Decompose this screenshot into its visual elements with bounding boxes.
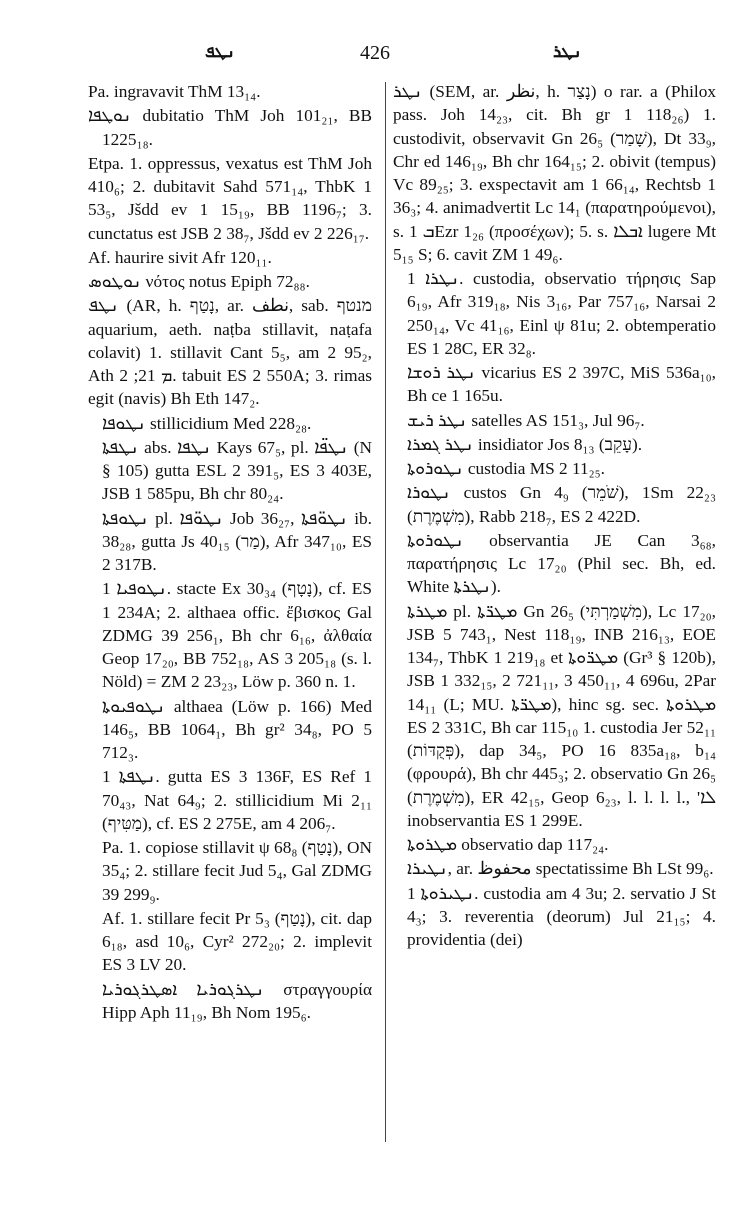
running-head-right: ܢܛܪ [553, 42, 582, 62]
dictionary-entry: ܢܛܝܪܘܬܐ 1. custodia am 4 3u; 2. servatio J St 4₃; 3. reverentia (deorum) Jul 21₁₅; 4. providentia (dei) [407, 883, 716, 949]
dictionary-entry: ܢܛܪ (SEM, ar. نظر, h. נָצַר) o rar. a (Philox pass. Joh 14₂₃, cit. Bh gr 1 118₂₆) 1. custodivit, observavit Gn 26₅ (שָׁמַר), Dt 33₉, Chr ed 146₁₉, Bh chr 164₁₅; 2. obivit (tempus) Vc 89₂₅; 3. exspectavit am 1 66₁₄, Rechtsb 1 36₃; 4. animadvertit Lc 14₁ (παρατηρούμενοι), s. ܒ 1Ezr 1₂₆ (προσέχων); 5. s. ܐܒܠܐ lugere Mt 5₁₅ S; 6. cavit ZM 1 49₆. [393, 82, 717, 264]
dictionary-entry: ܢܛܪ ܪܘܫܐ vicarius ES 2 397C, MiS 536a₁₀, Bh ce 1 165u. [407, 363, 716, 406]
dictionary-entry: Etpa. 1. oppressus, vexatus est ThM Joh 410₆; 2. dubitavit Sahd 571₁₄, ThbK 1 53₅, Jšdd ev 1 15₁₉, BB 1196₇; 3. cunctatus est JSB 2 38₇, Jšdd ev 2 226₁₇. [88, 153, 372, 243]
dictionary-entry: ܢܛܘܦܝܐ 1. stacte Ex 30₃₄ (נָטָף), cf. ES 1 234A; 2. althaea offic. ἔβισκος Gal ZDMG 39 256₁, Bh chr 6₁₆, ἀλθαία Geop 17₂₀, BB 752₁₈, AS 3 205₁₈ (s. l. Nöld) = ZM 2 23₂₃, Löw p. 360 n. 1. [102, 579, 372, 692]
column-divider [385, 82, 386, 1142]
dictionary-entry: ܢܛܪ ܪܝܫ satelles AS 151₃, Jul 96₇. [407, 410, 645, 430]
dictionary-entry: ܢܛܘܦܬܐ pl. ܢܛܘ̈ܦܐ Job 36₂₇, ܢܛܘ̈ܦܬܐ ib. 38₂₈, gutta Js 40₁₅ (מַר), Afr 347₁₀, ES 2 317B. [102, 508, 372, 574]
dictionary-entry: ܡܛܪܘܬܐ observatio dap 117₂₄. [407, 835, 609, 854]
dictionary-entry: ܢܛܘܪܘܬܐ observantia JE Can 3₆₈, παρατήρησις Lc 17₂₀ (Phil sec. Bh, ed. White ܢܛܪܬܐ). [407, 530, 716, 597]
dictionary-entry: ܢܘܛܘܣ νότος notus Epiph 72₈₈. [88, 272, 310, 291]
dictionary-entry: ܢܘܛܦܐ dubitatio ThM Joh 101₂₁, BB 1225₁₈. [88, 106, 372, 149]
right-column [393, 80, 716, 952]
left-column [88, 80, 372, 1025]
dictionary-entry: Af. 1. stillare fecit Pr 5₃ (נָטַף), cit. dap 6₁₈, asd 10₆, Cyr² 272₂₀; 2. implevit ES 3 LV 20. [102, 908, 372, 975]
dictionary-entry: ܢܛܦܬܐ abs. ܢܛܦܐ Kays 67₅, pl. ܢܛܦ̈ܐ (N § 105) gutta ESL 2 391₅, ES 3 403E, JSB 1 585pu, Bh chr 80₂₄. [102, 437, 372, 504]
running-head-left: ܢܛܦ [205, 42, 235, 62]
dictionary-entry: Af. haurire sivit Afr 120₁₁. [88, 247, 272, 267]
dictionary-entry: ܢܛܘܪܐ custos Gn 4₉ (שֹׁמֵר), 1Sm 22₂₃ (מִשְׁמֶרֶת), Rabb 218₇, ES 2 422D. [407, 483, 716, 526]
dictionary-entry: ܢܛܘܦܝܘܬܐ althaea (Löw p. 166) Med 146₅, BB 1064₁, Bh gr² 34₈, PO 5 712₃. [102, 696, 372, 762]
dictionary-entry: ܢܛܘܦܐ stillicidium Med 228₂₈. [102, 413, 312, 433]
dictionary-entry: ܢܛܪ ܓܡܪܐ insidiator Jos 8₁₃ (עָקֵב). [407, 434, 643, 454]
dictionary-entry: ܢܛܦܬܐ 1. gutta ES 3 136F, ES Ref 1 70₄₃, Nat 64₉; 2. stillicidium Mi 2₁₁ (מַטִּיף), cf. ES 2 275E, am 4 206₇. [102, 767, 373, 833]
dictionary-entry: ܢܛܦ (AR, h. נָטַף, ar. نطف, sab. מנטף aquarium, aeth. naṭba stillavit, naṭafa colavit) 1. stillavit Cant 5₅, am 2 95₂, Ath ܡ 21; 2. tabuit ES 2 550A; 3. rimas egit (navis) Bh Eth 147₂. [88, 296, 372, 409]
dictionary-entry: ܢܛܪܓܘܪܝܐ ܐܣܛܪܓܘܪܝܐ στραγγουρία Hipp Aph 11₁₉, Bh Nom 195₆. [102, 979, 372, 1022]
dictionary-entry: Pa. ingravavit ThM 13₁₄. [88, 82, 261, 101]
page-header [0, 36, 750, 76]
page-number: 426 [360, 42, 390, 64]
dictionary-entry: ܢܛܪܐ 1. custodia, observatio τήρησις Sap 6₁₉, Afr 319₁₈, Nis 3₁₆, Par 757₁₆, Narsai 2 250₁₄, Vc 41₁₆, Einl ψ 81u; 2. obtemperatio ES 1 28C, ER 32₈. [407, 269, 717, 358]
dictionary-entry: ܡܛܪܬܐ pl. ܡܛܪ̈ܬܐ Gn 26₅ (מִשְׁמַרְתִּי), Lc 17₂₀, JSB 5 743₁, Nest 118₁₉, INB 216₁₃, EOE 134₇, ThbK 1 219₁₈ et ܡܛܪ̈ܘܬܐ (Gr³ § 120b), JSB 1 332₁₅, 2 721₁₁, 3 450₁₁, 4 696u, 2Par 14₁₁ (L; MU. ܡܛܪ̈ܬܐ), hinc sg. sec. ܡܛܪܘܬܐ ES 2 331C, Bh car 115₁₀ 1. custodia Jer 52₁₁ (פְּקֻדּוֹת), dap 34₅, PO 16 835a₁₈, b₁₄ (φρουρά), Bh chr 445₃; 2. observatio Gn 26₅ (מִשְׁמֶרֶת), ER 42₁₅, Geop 6₂₃, l. l. l. l., 'ܠܐ inobservantia ES 1 299E. [407, 601, 716, 830]
dictionary-entry: ܢܛܘܪܘܬܐ custodia MS 2 11₂₅. [407, 459, 605, 478]
dictionary-entry: ܢܛܝܪܐ, ar. محفوظ spectatissime Bh LSt 99₆. [407, 859, 714, 879]
dictionary-entry: Pa. 1. copiose stillavit ψ 68₈ (נָטַף), ON 35₄; 2. stillare fecit Jud 5₄, Gal ZDMG 39 299₉. [102, 838, 372, 904]
